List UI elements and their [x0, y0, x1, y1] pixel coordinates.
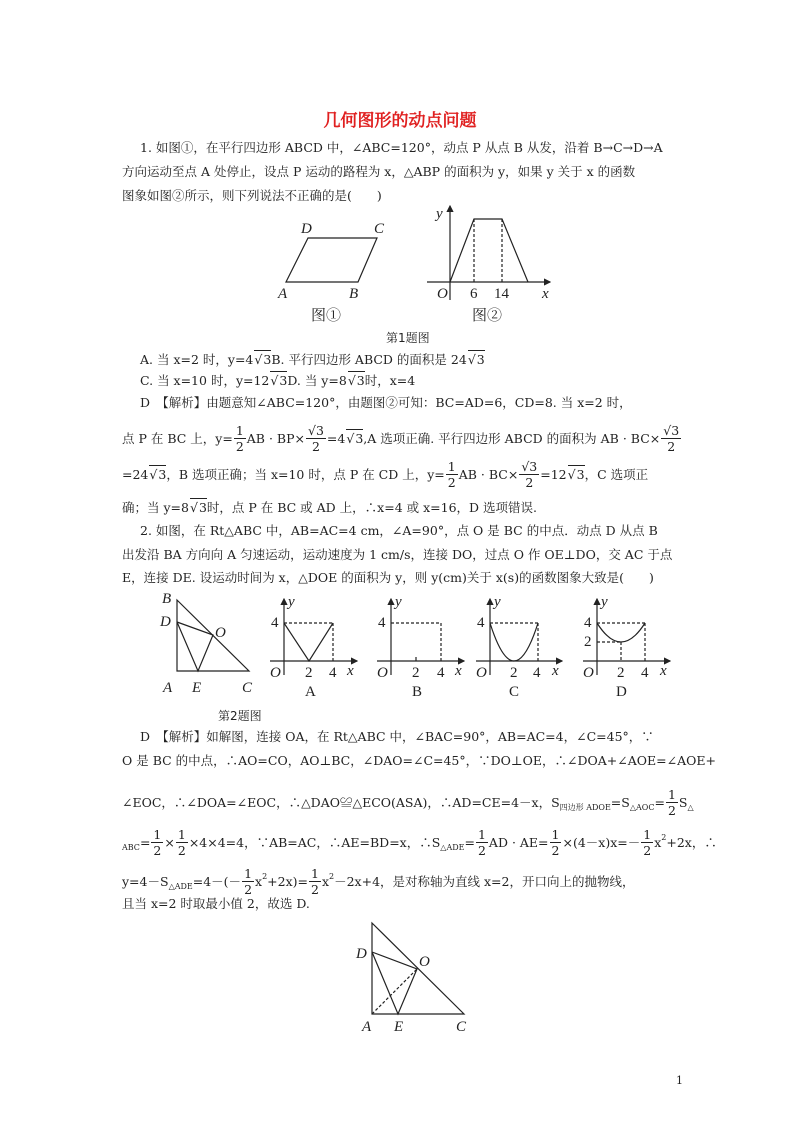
svg-text:D: D	[616, 684, 627, 700]
label-a: A	[362, 1019, 372, 1035]
label-b: B	[162, 591, 172, 607]
label-b: B	[349, 286, 359, 302]
text-segment: x	[321, 873, 330, 889]
text-segment: +2x，∴	[666, 834, 717, 850]
denominator: 2	[643, 843, 652, 858]
svg-text:4: 4	[437, 665, 445, 681]
numerator: 1	[177, 827, 186, 842]
svg-text:B: B	[412, 684, 423, 700]
label-c: C	[242, 680, 253, 696]
svg-text:2: 2	[412, 665, 420, 681]
numerator: 1	[447, 459, 456, 474]
subscript: △AOC	[629, 802, 655, 812]
square-root: √ 3	[346, 429, 363, 448]
svg-text:2: 2	[305, 665, 313, 681]
text-segment: 点 P 在 BC 上，y=	[122, 430, 233, 446]
tick-14: 14	[494, 286, 509, 302]
denominator: 2	[244, 882, 253, 897]
label-y: y	[436, 206, 443, 222]
text-segment: ×	[164, 834, 175, 850]
numerator: √3	[307, 423, 324, 438]
text-segment: 方向运动至点 A 处停止，设点 P 运动的路程为 x，△ABP 的面积为 y，如果 y 关于 x 的函数	[122, 164, 636, 179]
label-x: x	[542, 286, 549, 302]
square-root: √ 3	[468, 350, 485, 369]
dashed-ao	[372, 969, 417, 1014]
denominator: 2	[177, 843, 186, 858]
text-segment: C. 当 x=10 时，y=12	[140, 372, 270, 388]
label-c: C	[456, 1019, 467, 1035]
text-segment: =	[654, 794, 665, 810]
numerator: 1	[643, 827, 652, 842]
square-root: √ 3	[190, 498, 207, 517]
svg-text:4: 4	[584, 615, 592, 631]
label-e: E	[394, 1019, 404, 1035]
text-segment: D 【解析】如解图，连接 OA，在 Rt△ABC 中，∠BAC=90°，AB=AC=4，∠C=45°，∵	[140, 729, 654, 744]
figure-title-1: 第1题图	[386, 331, 430, 345]
function-graph	[450, 219, 528, 282]
numerator: 1	[235, 423, 244, 438]
text-segment: 1. 如图①，在平行四边形 ABCD 中，∠ABC=120°，动点 P 从点 B 从发，沿着 B→C→D→A	[140, 140, 663, 155]
tick-6: 6	[470, 286, 478, 302]
text-segment: +2x)=	[267, 873, 308, 889]
svg-text:C: C	[509, 684, 520, 700]
denominator: 2	[477, 843, 486, 858]
numerator: √3	[521, 459, 538, 474]
label-origin: O	[437, 286, 448, 302]
text-segment: ×4×4=4，∵AB=AC，∴AE=BD=x，∴S	[188, 834, 441, 850]
svg-text:O: O	[270, 665, 281, 681]
option-graph-a	[270, 599, 357, 675]
label-a: A	[163, 680, 173, 696]
option-graph-c	[476, 599, 562, 675]
figure-title-2: 第2题图	[218, 709, 262, 723]
text-segment: x	[654, 834, 662, 850]
svg-text:O: O	[377, 665, 388, 681]
svg-text:x: x	[347, 663, 354, 679]
text-segment: 出发沿 BA 方向向 A 匀速运动，运动速度为 1 cm/s，连接 DO，过点 O 作 OE⊥DO，交 AC 于点	[122, 547, 673, 562]
label-a: A	[278, 286, 288, 302]
svg-text:2: 2	[584, 634, 592, 650]
option-graph-d	[583, 599, 670, 675]
denominator: 2	[447, 475, 456, 490]
numerator: 1	[244, 866, 253, 881]
svg-text:4: 4	[641, 665, 649, 681]
text-segment: AD · AE=	[488, 834, 549, 850]
svg-text:x: x	[455, 663, 462, 679]
solution-triangle	[372, 923, 464, 1014]
svg-text:y: y	[288, 594, 295, 610]
svg-text:x: x	[552, 663, 559, 679]
svg-text:4: 4	[533, 665, 541, 681]
text-segment: D. 当 y=8	[287, 372, 347, 388]
square-root: √ 3	[270, 371, 287, 390]
text-segment: A. 当 x=2 时，y=4	[140, 351, 254, 367]
text-segment: 2. 如图，在 Rt△ABC 中，AB=AC=4 cm，∠A=90°，点 O 是 BC 的中点．动点 D 从点 B	[140, 523, 658, 538]
text-segment: AB · BP×	[246, 430, 305, 446]
denominator: 2	[235, 439, 244, 454]
svg-text:4: 4	[477, 615, 485, 631]
text-segment: ∠EOC，∴∠DOA=∠EOC，∴△DAO≌△ECO(ASA)，∴AD=CE=4－x，S	[122, 794, 560, 810]
numerator: 1	[551, 827, 560, 842]
svg-text:A: A	[305, 684, 316, 700]
page-title: 几何图形的动点问题	[323, 111, 477, 131]
numerator: 1	[667, 787, 676, 802]
superscript: 2	[262, 871, 268, 881]
svg-text:4: 4	[378, 615, 386, 631]
text-segment: E，连接 DE. 设运动时间为 x，△DOE 的面积为 y，则 y(cm)关于 x(s)的函数图象大致是( )	[122, 570, 654, 585]
text-segment: =12	[540, 466, 567, 482]
label-o: O	[215, 625, 226, 641]
svg-text:2: 2	[617, 665, 625, 681]
subscript: △ADE	[168, 881, 193, 891]
svg-text:O: O	[583, 665, 594, 681]
text-segment: S	[678, 794, 688, 810]
text-segment: 图象如图②所示，则下列说法不正确的是( )	[122, 188, 382, 203]
text-segment: =24	[122, 466, 149, 482]
figure-caption-1: 图①	[311, 308, 342, 324]
subscript: △	[687, 802, 694, 812]
text-segment: B. 平行四边形 ABCD 的面积是 24	[271, 351, 467, 367]
superscript: 2	[329, 871, 335, 881]
square-root: √ 3	[149, 465, 166, 484]
text-segment: y=4－S	[122, 873, 169, 889]
text-segment: =4	[326, 430, 346, 446]
svg-text:4: 4	[271, 615, 279, 631]
text-segment: =	[464, 834, 475, 850]
subscript: △ADE	[440, 842, 465, 852]
label-c: C	[374, 221, 385, 237]
svg-text:4: 4	[329, 665, 337, 681]
square-root: √ 3	[254, 350, 271, 369]
label-d: D	[160, 614, 171, 630]
square-root: √ 3	[348, 371, 365, 390]
text-segment: D 【解析】由题意知∠ABC=120°，由题图②可知：BC=AD=6，CD=8. 当 x=2 时，	[140, 395, 632, 410]
text-segment: =4－(－	[192, 873, 242, 889]
text-segment: ，C 选项正	[584, 466, 649, 482]
svg-text:y: y	[601, 594, 608, 610]
option-graph-b	[377, 599, 464, 675]
page-number: 1	[676, 1074, 683, 1087]
parallelogram-abcd	[286, 238, 377, 282]
superscript: 2	[661, 832, 667, 842]
text-segment: x	[255, 873, 263, 889]
text-segment: AB · BC×	[458, 466, 519, 482]
label-e: E	[192, 680, 202, 696]
text-segment: －2x+4，是对称轴为直线 x=2，开口向上的抛物线，	[334, 873, 635, 889]
denominator: 2	[525, 475, 534, 490]
text-segment: ，B 选项正确；当 x=10 时，点 P 在 CD 上，y=	[166, 466, 445, 482]
denominator: 2	[153, 843, 162, 858]
svg-text:x: x	[660, 663, 667, 679]
text-segment: 时，点 P 在 BC 或 AD 上，∴x=4 或 x=16，D 选项错误.	[206, 499, 537, 515]
subscript: ABC	[122, 842, 140, 852]
option-graph-labels	[270, 594, 667, 700]
denominator: 2	[667, 803, 676, 818]
denominator: 2	[667, 439, 676, 454]
text-segment: =S	[610, 794, 630, 810]
numerator: √3	[663, 423, 680, 438]
denominator: 2	[551, 843, 560, 858]
numerator: 1	[153, 827, 162, 842]
text-segment: ×(4－x)x=－	[562, 834, 641, 850]
text-segment: 且当 x=2 时取最小值 2，故选 D.	[122, 896, 310, 911]
svg-text:y: y	[395, 594, 402, 610]
square-root: √ 3	[568, 465, 585, 484]
text-segment: 时，x=4	[364, 372, 416, 388]
text-segment: ,A 选项正确. 平行四边形 ABCD 的面积为 AB · BC×	[363, 430, 661, 446]
denominator: 2	[311, 882, 319, 897]
label-d: D	[356, 946, 367, 962]
label-d: D	[301, 221, 312, 237]
numerator: 1	[477, 827, 486, 842]
text-segment: =	[139, 834, 151, 850]
svg-text:y: y	[494, 594, 501, 610]
numerator: 1	[311, 866, 319, 881]
svg-text:O: O	[476, 665, 487, 681]
svg-text:2: 2	[510, 665, 518, 681]
figure-caption-2: 图②	[472, 308, 503, 324]
denominator: 2	[311, 439, 320, 454]
subscript: 四边形 ADOE	[559, 802, 611, 812]
text-segment: 确；当 y=8	[122, 499, 189, 515]
label-o: O	[419, 954, 430, 970]
text-segment: O 是 BC 的中点，∴AO=CO，AO⊥BC，∠DAO=∠C=45°，∵DO⊥OE，∴∠DOA+∠AOE=∠AOE+	[122, 753, 716, 768]
